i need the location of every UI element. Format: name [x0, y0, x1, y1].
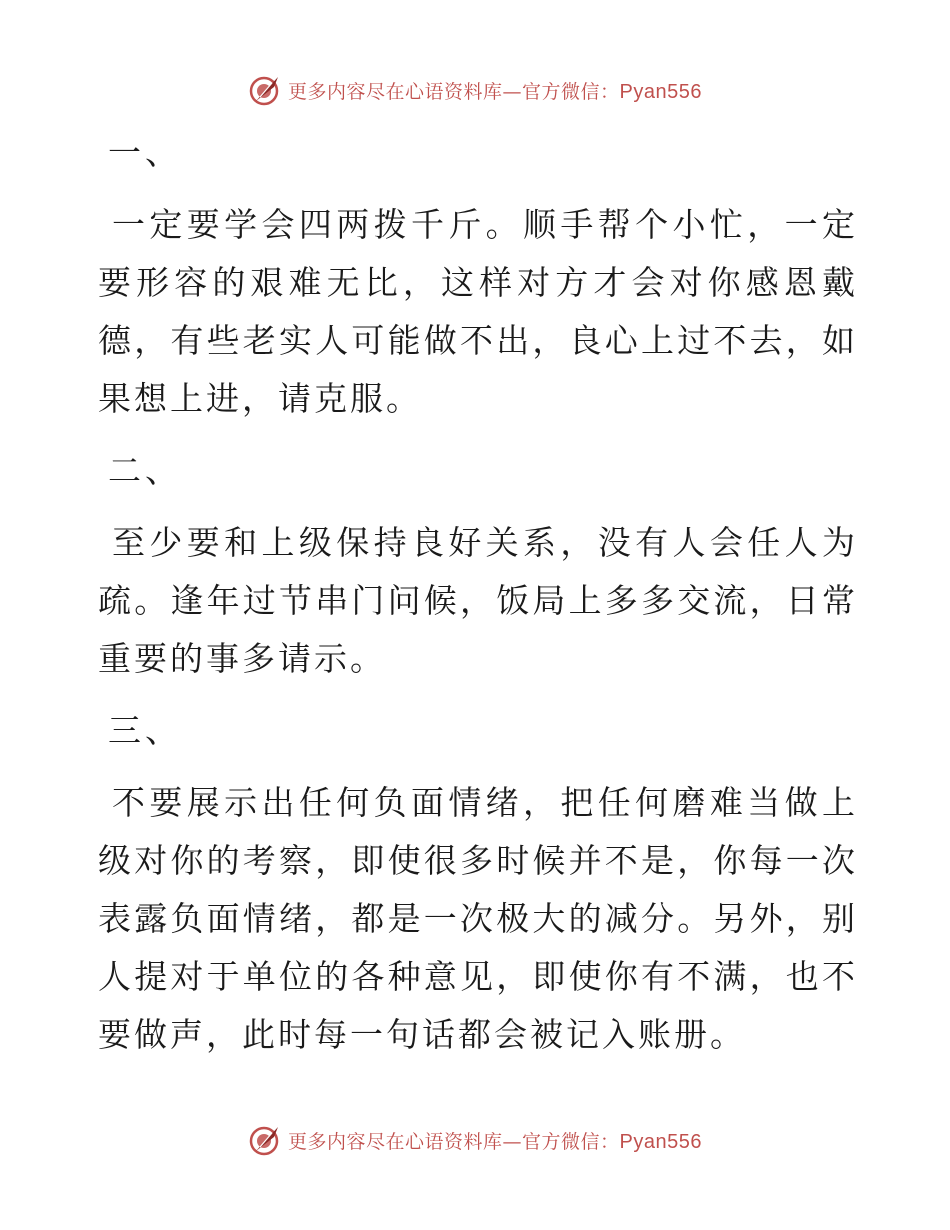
watermark-text: 更多内容尽在心语资料库—官方微信：Pyan556	[288, 1130, 702, 1153]
watermark-wechat-id: Pyan556	[619, 1130, 702, 1153]
section-paragraph: 不要展示出任何负面情绪，把任何磨难当做上级对你的考察，即使很多时候并不是，你每一次表露负面情绪，都是一次极大的减分。另外，别人提对于单位的各种意见，即使你有不满，也不要做声，此时每一句话都会被记入账册。	[98, 783, 858, 1054]
section-3	[98, 702, 858, 1064]
section-heading: 三、	[108, 711, 182, 750]
document-body	[98, 124, 858, 1078]
section-heading: 二、	[108, 451, 182, 490]
watermark-footer	[0, 1120, 950, 1160]
watermark-wechat-id: Pyan556	[619, 80, 702, 103]
section-1	[98, 124, 858, 428]
section-2	[98, 442, 858, 688]
section-heading: 一、	[108, 133, 182, 172]
watermark-text: 更多内容尽在心语资料库—官方微信：Pyan556	[288, 80, 702, 103]
watermark-header	[0, 70, 950, 110]
quill-pen-logo-icon	[248, 1123, 282, 1157]
section-paragraph: 至少要和上级保持良好关系，没有人会任人为疏。逢年过节串门问候，饭局上多多交流，日常重要的事多请示。	[98, 523, 858, 678]
section-paragraph: 一定要学会四两拨千斤。顺手帮个小忙，一定要形容的艰难无比，这样对方才会对你感恩戴德，有些老实人可能做不出，良心上过不去，如果想上进，请克服。	[98, 205, 858, 418]
quill-pen-logo-icon	[248, 73, 282, 107]
